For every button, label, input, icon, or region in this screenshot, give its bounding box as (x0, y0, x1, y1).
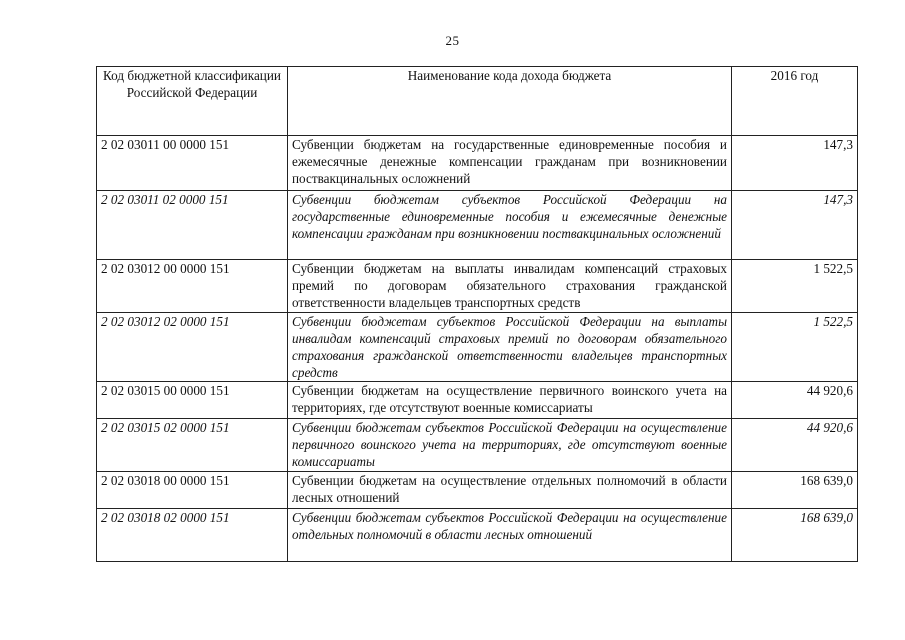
header-budget-code: Код бюджетной классификации Российской Федерации (97, 67, 288, 136)
table-row (97, 382, 858, 419)
header-year-2016: 2016 год (732, 67, 858, 136)
header-revenue-name: Наименование кода дохода бюджета (288, 67, 732, 136)
revenue-name-cell: Субвенции бюджетам субъектов Российской Федерации на осуществление отдельных полномочий в области лесных отношений (288, 509, 732, 562)
revenue-name-cell: Субвенции бюджетам на осуществление отдельных полномочий в области лесных отношений (288, 472, 732, 509)
revenue-name-cell: Субвенции бюджетам на государственные единовременные пособия и ежемесячные денежные компенсации гражданам при возникновении поствакцинальных осложнений (288, 136, 732, 191)
amount-cell: 44 920,6 (732, 419, 858, 472)
revenue-name-cell: Субвенции бюджетам субъектов Российской Федерации на осуществление первичного воинского учета на территориях, где отсутствуют военные комиссариаты (288, 419, 732, 472)
revenue-name-cell: Субвенции бюджетам субъектов Российской Федерации на выплаты инвалидам компенсаций страховых премий по договорам обязательного страхования гражданской ответственности владельцев транспортных средств (288, 313, 732, 382)
amount-cell: 147,3 (732, 191, 858, 260)
budget-revenue-table (96, 66, 858, 562)
table-header-row (97, 67, 858, 136)
revenue-name-cell: Субвенции бюджетам субъектов Российской Федерации на государственные единовременные пособия и ежемесячные денежные компенсации гражданам при возникновении поствакцинальных осложнений (288, 191, 732, 260)
budget-code-cell: 2 02 03011 00 0000 151 (97, 136, 288, 191)
amount-cell: 1 522,5 (732, 313, 858, 382)
amount-cell: 44 920,6 (732, 382, 858, 419)
budget-code-cell: 2 02 03015 02 0000 151 (97, 419, 288, 472)
table-row (97, 136, 858, 191)
budget-code-cell: 2 02 03012 02 0000 151 (97, 313, 288, 382)
table-row (97, 260, 858, 313)
budget-code-cell: 2 02 03015 00 0000 151 (97, 382, 288, 419)
budget-code-cell: 2 02 03018 02 0000 151 (97, 509, 288, 562)
table-row (97, 472, 858, 509)
budget-code-cell: 2 02 03012 00 0000 151 (97, 260, 288, 313)
revenue-name-cell: Субвенции бюджетам на осуществление первичного воинского учета на территориях, где отсутствуют военные комиссариаты (288, 382, 732, 419)
table-row (97, 313, 858, 382)
budget-code-cell: 2 02 03011 02 0000 151 (97, 191, 288, 260)
budget-code-cell: 2 02 03018 00 0000 151 (97, 472, 288, 509)
amount-cell: 1 522,5 (732, 260, 858, 313)
table-row (97, 191, 858, 260)
table-row (97, 509, 858, 562)
amount-cell: 168 639,0 (732, 472, 858, 509)
table-row (97, 419, 858, 472)
revenue-name-cell: Субвенции бюджетам на выплаты инвалидам компенсаций страховых премий по договорам обязательного страхования гражданской ответственности владельцев транспортных средств (288, 260, 732, 313)
amount-cell: 168 639,0 (732, 509, 858, 562)
amount-cell: 147,3 (732, 136, 858, 191)
page-number: 25 (445, 33, 460, 48)
